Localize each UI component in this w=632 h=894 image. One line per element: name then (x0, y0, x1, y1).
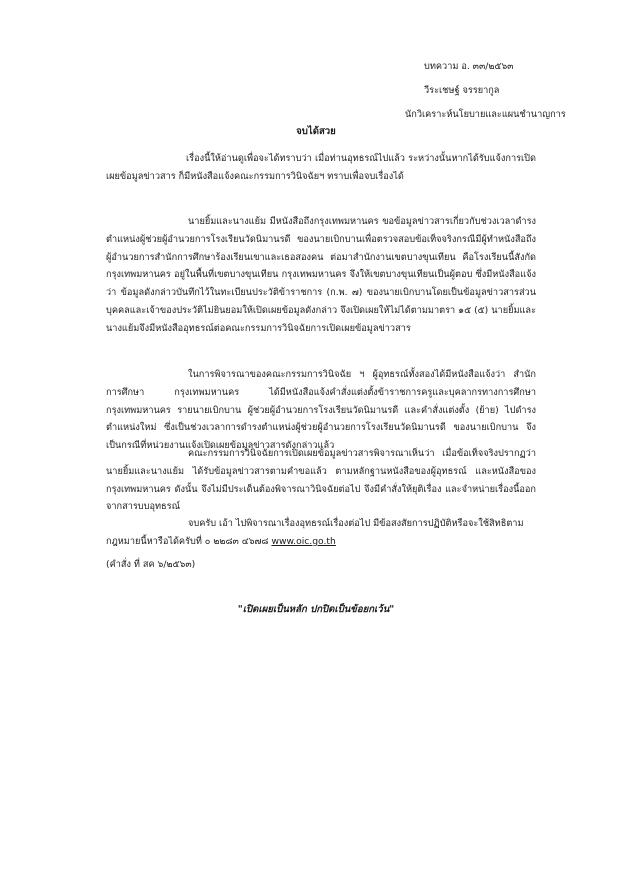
paragraph-appeal-review: ในการพิจารณาของคณะกรรมการวินิจฉัย ฯ ผู้อุทธรณ์ทั้งสองได้มีหนังสือแจ้งว่า สำนักการศึกษา กรุงเทพมหานคร ได้มีหนังสือแจ้งคำสั่งแต่งตั้งข้าราชการครูและบุคลากรทางการศึกษา กรุงเทพมหานคร รายนายเบิกบาน ผู้ช่วยผู้อำนวยการโรงเรียนวัดนิมานรดี และคำสั่งแต่งตั้ง (ย้าย) ไปดำรงตำแหน่งใหม่ ซึ่งเป็นช่วงเวลาการดำรงตำแหน่งผู้ช่วยผู้อำนวยการโรงเรียนวัดนิมานรดี ของนายเบิกบาน จึงเป็นกรณีที่หน่วยงานแจ้งเปิดเผยข้อมูลข่าวสารดังกล่าวแล้ว (106, 369, 536, 452)
paragraph-intro: เรื่องนี้ให้อ่านดูเพื่อจะได้ทราบว่า เมื่อท่านอุทธรณ์ไปแล้ว ระหว่างนั้นหากได้รับแจ้งการเปิดเผยข้อมูลข่าวสาร ก็มีหนังสือแจ้งคณะกรรมการวินิจฉัยฯ ทราบเพื่อจบเรื่องได้ (106, 153, 536, 182)
slogan: "เปิดเผยเป็นหลัก ปกปิดเป็นข้อยกเว้น" (237, 604, 395, 615)
order-reference: (คำสั่ง ที่ สค ๖/๒๕๖๓) (106, 559, 196, 570)
contact-paragraph (106, 515, 536, 551)
paragraph-decision: คณะกรรมการวินิจฉัยการเปิดเผยข้อมูลข่าวสารพิจารณาเห็นว่า เมื่อข้อเท็จจริงปรากฏว่า นายยิ้มและนางแย้ม ได้รับข้อมูลข่าวสารตามคำขอแล้ว ตามหลักฐานหนังสือของผู้อุทธรณ์ และหนังสือของกรุงเทพมหานคร ดังนั้น จึงไม่มีประเด็นต้องพิจารณาวินิจฉัยต่อไป จึงมีคำสั่งให้ยุติเรื่อง และจำหน่ายเรื่องนี้ออกจากสารบบอุทธรณ์ (106, 448, 536, 513)
article-title: จบได้สวย (296, 126, 336, 137)
website-link[interactable]: www.oic.go.th (271, 535, 336, 547)
contact-text: จบครับ เอ้า ไปพิจารณาเรื่องอุทธรณ์เรื่องต่อไป มีข้อสงสัยการปฏิบัติหรือจะใช้สิทธิตามกฎหมายนี้หารือได้ครับที่ ๐ ๒๒๘๓ ๔๖๗๘ (106, 518, 524, 547)
author-position: นักวิเคราะห์นโยบายและแผนชำนาญการ (405, 109, 566, 120)
article-ref-number: บทความ อ. ๓๓/๒๕๖๓ (424, 61, 514, 72)
paragraph-background: นายยิ้มและนางแย้ม มีหนังสือถึงกรุงเทพมหานคร ขอข้อมูลข่าวสารเกี่ยวกับช่วงเวลาดำรงตำแหน่งผู้ช่วยผู้อำนวยการโรงเรียนวัดนิมานรดี ของนายเบิกบานเพื่อตรวจสอบข้อเท็จจริงกรณีมีผู้ทำหนังสือถึงผู้อำนวยการสำนักการศึกษาร้องเรียนเขาและเธอสองคน ต่อมาสำนักงานเขตบางขุนเทียน คือโรงเรียนนี้สังกัดกรุงเทพมหานคร อยู่ในพื้นที่เขตบางขุนเทียน กรุงเทพมหานคร จึงให้เขตบางขุนเทียนเป็นผู้ตอบ ซึ่งมีหนังสือแจ้งว่า ข้อมูลดังกล่าวบันทึกไว้ในทะเบียนประวัติข้าราชการ (ก.พ. ๗) ของนายเบิกบานโดยเป็นข้อมูลข่าวสารส่วนบุคคลและเจ้าของประวัติไม่ยินยอมให้เปิดเผยข้อมูลดังกล่าว จึงเปิดเผยให้ไม่ได้ตามมาตรา ๑๕ (๕) นายยิ้มและนางแย้มจึงมีหนังสืออุทธรณ์ต่อคณะกรรมการวินิจฉัยการเปิดเผยข้อมูลข่าวสาร (106, 216, 536, 334)
author-name: วีระเชษฐ์ จรรยากูล (424, 85, 500, 96)
